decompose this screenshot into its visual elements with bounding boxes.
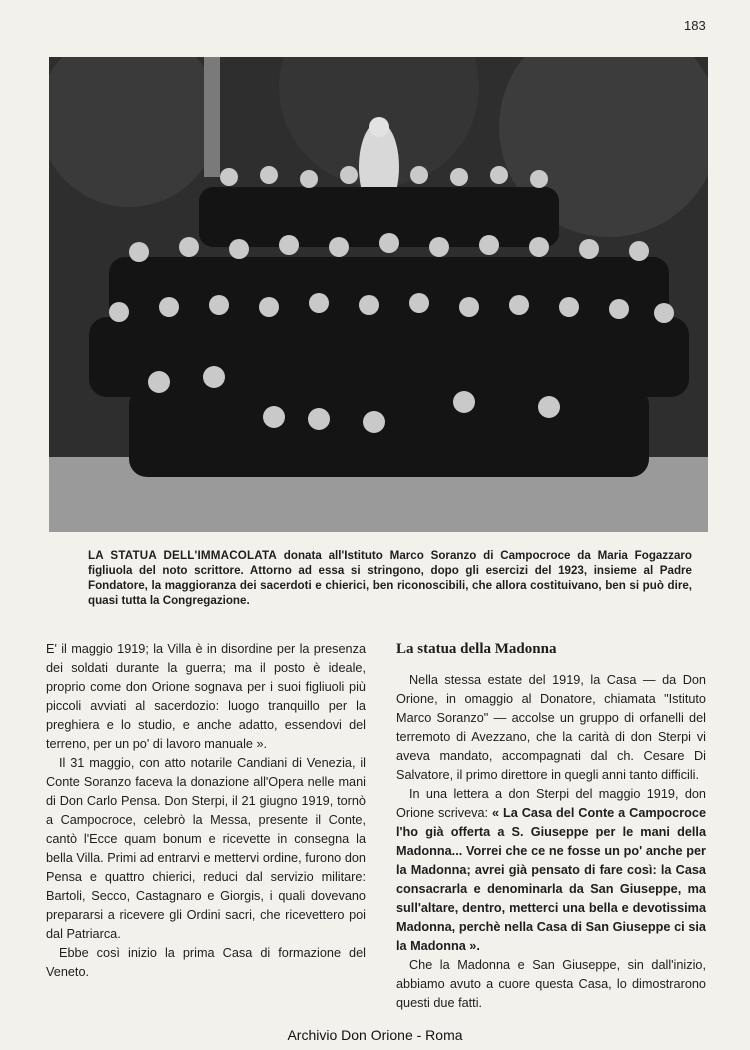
caption-text: donata all'Istituto Marco Soranzo di Campocroce da Maria Fogazzaro figliuola del noto scrittore. Attorno ad essa si stringono, dopo gli esercizi del 1923, insieme al Padre Fondatore, la maggioranza dei sacerdoti e chierici, ben riconoscibili, che allora costituivano, ben si può dire, quasi tutta la Congregazione. xyxy=(88,549,693,607)
photo-caption xyxy=(88,548,692,608)
group-photo xyxy=(49,57,708,532)
caption-lead: LA STATUA DELL'IMMACOLATA xyxy=(88,549,277,562)
right-paragraph-2 xyxy=(396,785,706,956)
right-paragraph-1: Nella stessa estate del 1919, la Casa — da Don Orione, in omaggio al Donatore, chiamata "Istituto Marco Soranzo" — accolse un gruppo di orfanelli del terremoto di Avezzano, che la carità di don Sterpi vi aveva mandato, accompagnati dal ch. Cesare Di Salvatore, il primo direttore in quegli anni tanto difficili. xyxy=(396,673,706,782)
left-paragraph-2: Il 31 maggio, con atto notarile Candiani di Venezia, il Conte Soranzo faceva la donazione all'Opera nelle mani di Don Carlo Pensa. Don Sterpi, il 21 giugno 1919, tornò a Campocroce, celebrò la Messa, presente il Conte, cantò l'Ecce quam bonum e ricevette in consegna la bella Villa. Primi ad entrarvi e mettervi ordine, furono don Pensa e quattro chierici, reduci dal servizio militare: Bartoli, Secco, Castagnaro e Giorgis, i quali dovevano prepararsi a ricevere gli Ordini sacri, che ricevettero poi dal Patriarca. xyxy=(46,756,366,941)
left-paragraph-3: Ebbe così inizio la prima Casa di formazione del Veneto. xyxy=(46,946,366,979)
left-paragraph-1: E' il maggio 1919; la Villa è in disordine per la presenza dei soldati durante la guerra; ma il posto è ideale, proprio come don Orione sognava per i suoi figliuoli più piccoli avviati al sacerdozio: luogo tranquillo per la preghiera e lo studio, e anche adatto, essendovi del terreno, per un po' di lavoro manuale ». xyxy=(46,642,366,751)
page-number: 183 xyxy=(684,18,706,33)
archive-footer: Archivio Don Orione - Roma xyxy=(287,1027,463,1043)
right-column xyxy=(396,640,706,1013)
left-column xyxy=(46,640,366,982)
group-photo-icon xyxy=(49,57,708,532)
right-paragraph-2-quote: « La Casa del Conte a Campocroce l'ho già offerta a S. Giuseppe per le mani della Madonna... Vorrei che ce ne fosse un po' anche per la Madonna; avrei già pensato di fare così: la Casa consacrarla e denominarla da San Giuseppe, ma sull'altare, dentro, metterci una bella e devotissima Madonna, perchè nella Casa di San Giuseppe ci sia la Madonna ». xyxy=(396,806,707,953)
right-paragraph-2-intro: In una lettera a don Sterpi del maggio 1919, don Orione scriveva: xyxy=(396,787,706,820)
right-paragraph-3: Che la Madonna e San Giuseppe, sin dall'inizio, abbiamo avuto a cuore questa Casa, lo dimostrarono questi due fatti. xyxy=(396,958,706,1010)
section-title: La statua della Madonna xyxy=(396,641,557,657)
